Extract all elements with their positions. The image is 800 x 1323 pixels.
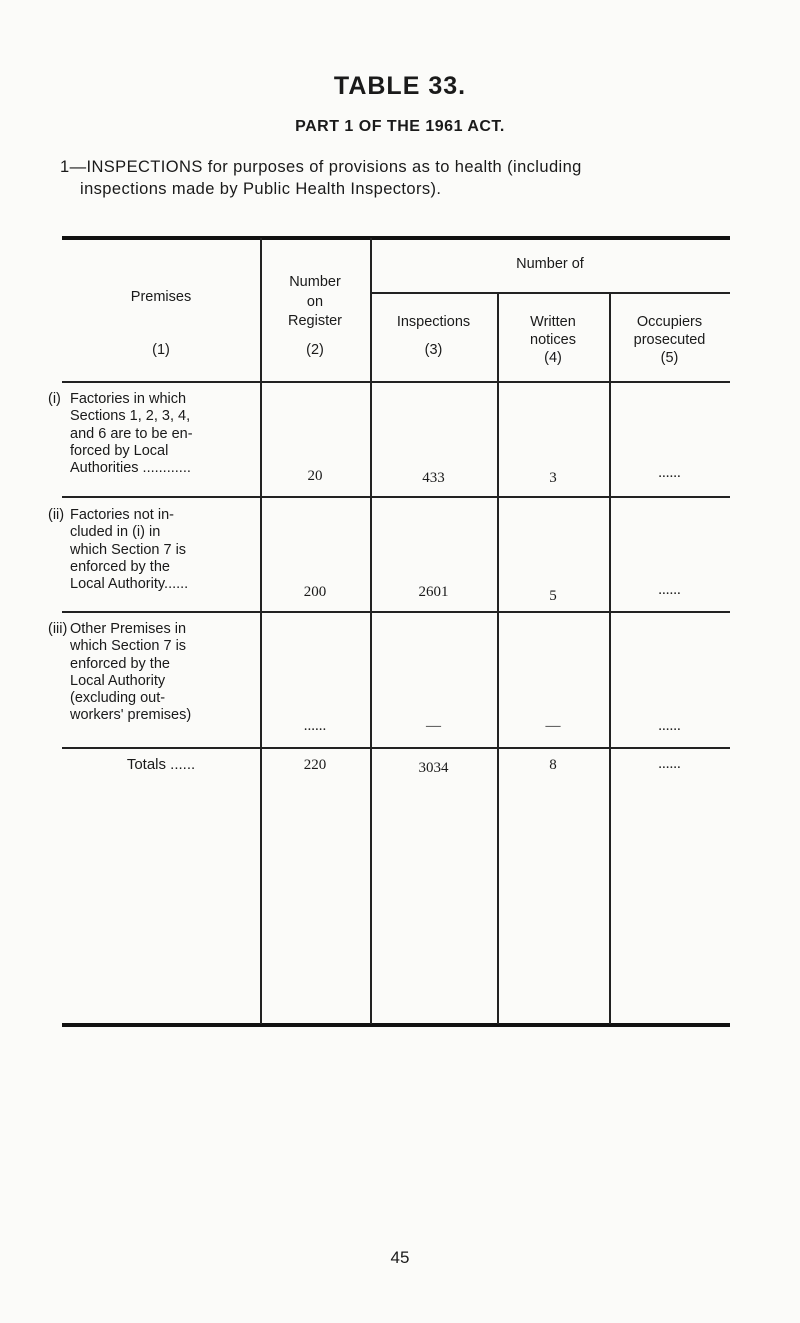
cell-notices: 5 [549,588,557,604]
header-register-1: Number [289,274,341,290]
page-number: 45 [390,1248,410,1267]
cell-prosecuted: ...... [658,465,681,481]
cell-inspections: — [426,718,441,734]
cell-register: 20 [307,468,323,484]
header-bottom-rule [62,381,730,383]
header-occupiers-1: Occupiers [636,314,703,330]
number-of-divider [371,292,730,294]
column-divider-4 [609,292,611,1024]
intro-line-2: inspections made by Public Health Inspectors). [80,180,442,198]
table-title: TABLE 33. [333,72,467,100]
cell-register: 200 [303,584,327,600]
header-inspections: Inspections [396,314,471,330]
cell-prosecuted: ...... [658,718,681,734]
cell-inspections: 2601 [418,584,449,600]
header-written-1: Written [530,314,576,330]
header-register-3: Register [288,313,342,329]
row-label-line: (excluding out- [70,690,166,707]
column-divider-3 [497,292,499,1024]
row-number: (iii) [48,621,68,637]
totals-inspections: 3034 [418,760,449,776]
header-premises-num: (1) [152,342,170,358]
table-row-label [48,507,253,593]
cell-prosecuted: ...... [658,582,681,598]
row-label-line: which Section 7 is [70,638,187,655]
row-label-line: forced by Local [70,442,169,459]
row-label-line: enforced by the [70,655,170,672]
row-label-line: Other Premises in [70,621,187,637]
row-label-line: Factories in which [70,391,187,407]
header-number-of: Number of [516,256,584,272]
intro-line-1: 1—INSPECTIONS for purposes of provisions as to health (including [60,158,582,176]
row-divider-2 [62,611,730,613]
header-inspections-num: (3) [424,342,443,358]
intro-paragraph [60,156,750,200]
row-divider-1 [62,496,730,498]
cell-register: ...... [303,718,327,734]
row-label-line: Factories not in- [70,507,174,523]
row-label-line: cluded in (i) in [70,524,161,541]
row-divider-3 [62,747,730,749]
row-label-line: which Section 7 is [70,541,187,558]
cell-notices: — [545,718,561,734]
totals-register: 220 [303,757,327,773]
table-top-rule [62,236,730,240]
header-premises: Premises [130,289,192,305]
row-label-line: Local Authority [70,672,166,689]
table-row-label [48,621,253,725]
row-label-line: Local Authority...... [70,576,189,593]
header-written-num: (4) [544,350,562,366]
header-register-2: on [306,294,324,310]
row-number: (ii) [48,507,65,523]
row-label-line: and 6 are to be en- [70,425,193,442]
header-occupiers-num: (5) [660,350,679,366]
table-bottom-rule [62,1023,730,1027]
table-subtitle: PART 1 OF THE 1961 ACT. [295,118,505,135]
row-label-line: enforced by the [70,558,170,575]
row-label-line: Sections 1, 2, 3, 4, [70,408,191,425]
row-label-line: Authorities ............ [70,460,191,477]
header-register-num: (2) [306,342,324,358]
totals-prosecuted: ...... [658,756,681,772]
totals-notices: 8 [549,757,557,773]
row-number: (i) [48,391,61,407]
header-occupiers-2: prosecuted [633,332,706,348]
table-row-label [48,391,253,477]
cell-notices: 3 [549,470,557,486]
cell-inspections: 433 [422,470,445,486]
totals-label: Totals ...... [126,756,196,773]
header-written-2: notices [530,332,576,348]
row-label-line: workers' premises) [70,707,192,724]
